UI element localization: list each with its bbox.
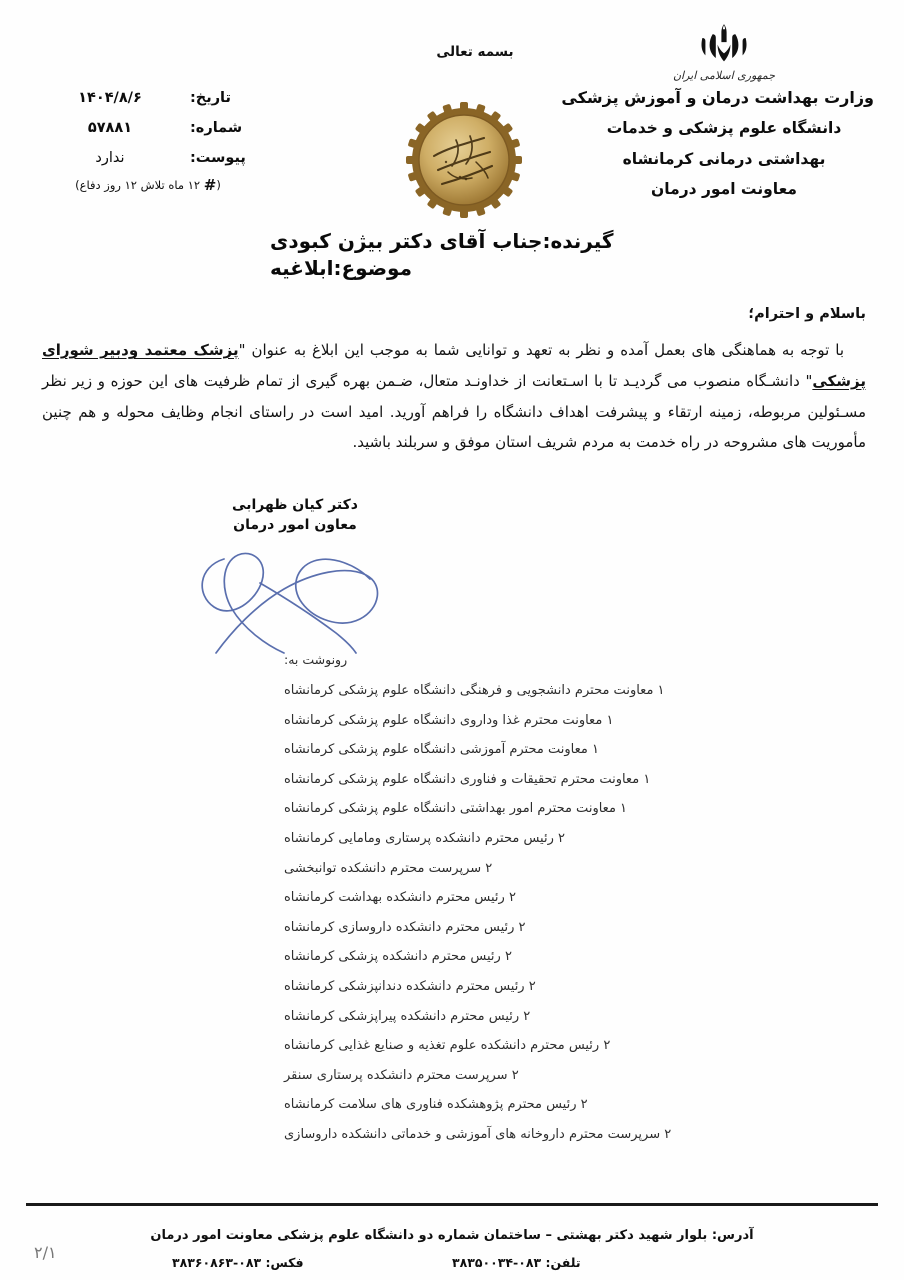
letter-meta-block	[38, 90, 258, 194]
cc-item: ۲ سرپرست محترم دانشکده پرستاری سنقر	[284, 1067, 519, 1083]
addressee-block	[270, 228, 870, 282]
cc-heading: رونوشت به:	[284, 652, 348, 667]
cc-item: ۱ معاونت محترم غذا ودارو‌ی دانشگاه علوم پزشکی کرمانشاه	[284, 712, 614, 728]
campaign-slogan	[38, 176, 258, 194]
page-number: ۲/۱	[34, 1243, 57, 1262]
subject-line: موضوع:ابلاغیه	[270, 256, 412, 280]
handwritten-signature-icon	[180, 523, 410, 663]
footer-block	[0, 1228, 904, 1275]
footer-address: آدرس: بلوار شهید دکتر بهشتی – ساختمان شماره دو دانشگاه علوم پزشکی معاونت امور درمان	[150, 1228, 754, 1243]
org-line-health-services: بهداشتی درمانی کرمانشاه	[622, 149, 826, 168]
salutation: باسلام و احترام؛	[748, 306, 866, 322]
org-line-ministry: وزارت بهداشت درمان و آموزش پزشکی	[561, 88, 874, 107]
paragraph-part-two: " دانشـگاه منصوب می گردیـد تا با اسـتعانت از خداونـد متعال، ضـمن بهره گیری از تمام ظرفیت های این حوزه و زیر نظر مسـئولین مربوطه، زمینه ارتقاء و پیشرفت اهداف دانشگاه را فراهم آورید. امید است در راستای انجام وظایف محوله و هم چنین مأموریت های مشروحه در راه خدمت به مردم شریف استان موفق و سربلند باشید.	[42, 371, 866, 452]
cc-item: ۱ معاونت محترم امور بهداشتی دانشگاه علوم پزشکی کرمانشاه	[284, 801, 628, 817]
iran-national-emblem-icon	[693, 22, 755, 68]
footer-phone: تلفن: ۰۸۳-۳۸۳۵۰۰۳۴	[452, 1255, 581, 1270]
cc-item: ۲ رئیس محترم دانشکده دندانپزشکی کرمانشاه	[284, 978, 536, 994]
organization-lines	[561, 88, 874, 198]
emblem-caption: جمهوری اسلامی ایران	[672, 69, 776, 82]
recipient-line: گیرنده:جناب آقای دکتر بیژن کبودی	[270, 229, 614, 253]
cc-item: ۱ معاونت محترم دانشجویی و فرهنگی دانشگاه علوم پزشکی کرمانشاه	[284, 683, 665, 698]
number-value: ۵۷۸۸۱	[87, 120, 133, 136]
appointment-title-emphasis: پزشک معتمد ودبیر شورای پزشکی	[42, 341, 866, 390]
footer-contacts	[0, 1255, 904, 1275]
body-paragraph	[42, 335, 866, 458]
hash-icon: #	[203, 176, 217, 194]
date-label: تاریخ:	[190, 90, 231, 106]
cc-item: ۲ رئیس محترم دانشکده علوم تغذیه و صنایع غذایی کرمانشاه	[284, 1038, 611, 1054]
signature-block	[190, 495, 400, 536]
cc-item: ۲ رئیس محترم دانشکده پزشکی کرمانشاه	[284, 949, 512, 965]
org-line-university: دانشگاه علوم پزشکی و خدمات	[606, 119, 842, 137]
attachment-label: پیوست:	[190, 150, 246, 166]
meta-row-date	[38, 90, 258, 106]
slogan-text: ۱۲ ماه تلاش ۱۲ روز دفاع)	[75, 178, 201, 192]
cc-item: ۲ رئیس محترم دانشکده بهداشت کرمانشاه	[284, 890, 516, 906]
signer-name: دکتر کیان ظهرابی	[232, 497, 358, 513]
cc-item: ۲ رئیس محترم دانشکده پیراپزشکی کرمانشاه	[284, 1008, 531, 1024]
cc-item: ۲ رئیس محترم دانشکده پرستاری ومامایی کرمانشاه	[284, 830, 565, 846]
cc-item: ۱ معاونت محترم تحقیقات و فناوری دانشگاه علوم پزشکی کرمانشاه	[284, 771, 651, 787]
emblem-wrapper	[574, 22, 874, 82]
cc-item: ۲ رئیس محترم پژوهشکده فناوری های سلامت کرمانشاه	[284, 1097, 588, 1113]
meta-row-attachment	[38, 150, 258, 166]
organization-block	[561, 22, 874, 198]
footer-fax: فکس: ۰۸۳-۳۸۳۶۰۸۶۳	[172, 1255, 304, 1270]
cc-item: ۱ معاونت محترم آموزشی دانشگاه علوم پزشکی کرمانشاه	[284, 742, 599, 758]
meta-row-number	[38, 120, 258, 136]
signer-title: معاون امور درمان	[233, 517, 357, 534]
attachment-value: ندارد	[95, 150, 125, 166]
footer-divider	[26, 1203, 878, 1206]
letter-body	[42, 306, 866, 458]
date-value: ۱۴۰۴/۸/۶	[78, 90, 142, 106]
cc-item: ۲ سرپرست محترم دانشکده توانبخشی	[284, 860, 493, 876]
org-line-deputy: معاونت امور درمان	[651, 180, 797, 198]
letterhead	[0, 0, 904, 225]
cc-item: ۲ سرپرست محترم داروخانه های آموزشی و خدماتی دانشکده داروسازی	[284, 1126, 672, 1142]
cc-list-block	[284, 652, 864, 1157]
basmala-text: بسمه تعالی	[436, 44, 514, 60]
gold-gear-seal-icon	[404, 100, 524, 220]
cc-item: ۲ رئیس محترم دانشکده داروسازی کرمانشاه	[284, 919, 526, 935]
paragraph-part-one: با توجه به هماهنگی های بعمل آمده و نظر به تعهد و توانایی شما به موجب این ابلاغ به عنوان "	[238, 341, 844, 359]
number-label: شماره:	[190, 120, 243, 136]
slogan-open-paren: (	[216, 178, 221, 192]
